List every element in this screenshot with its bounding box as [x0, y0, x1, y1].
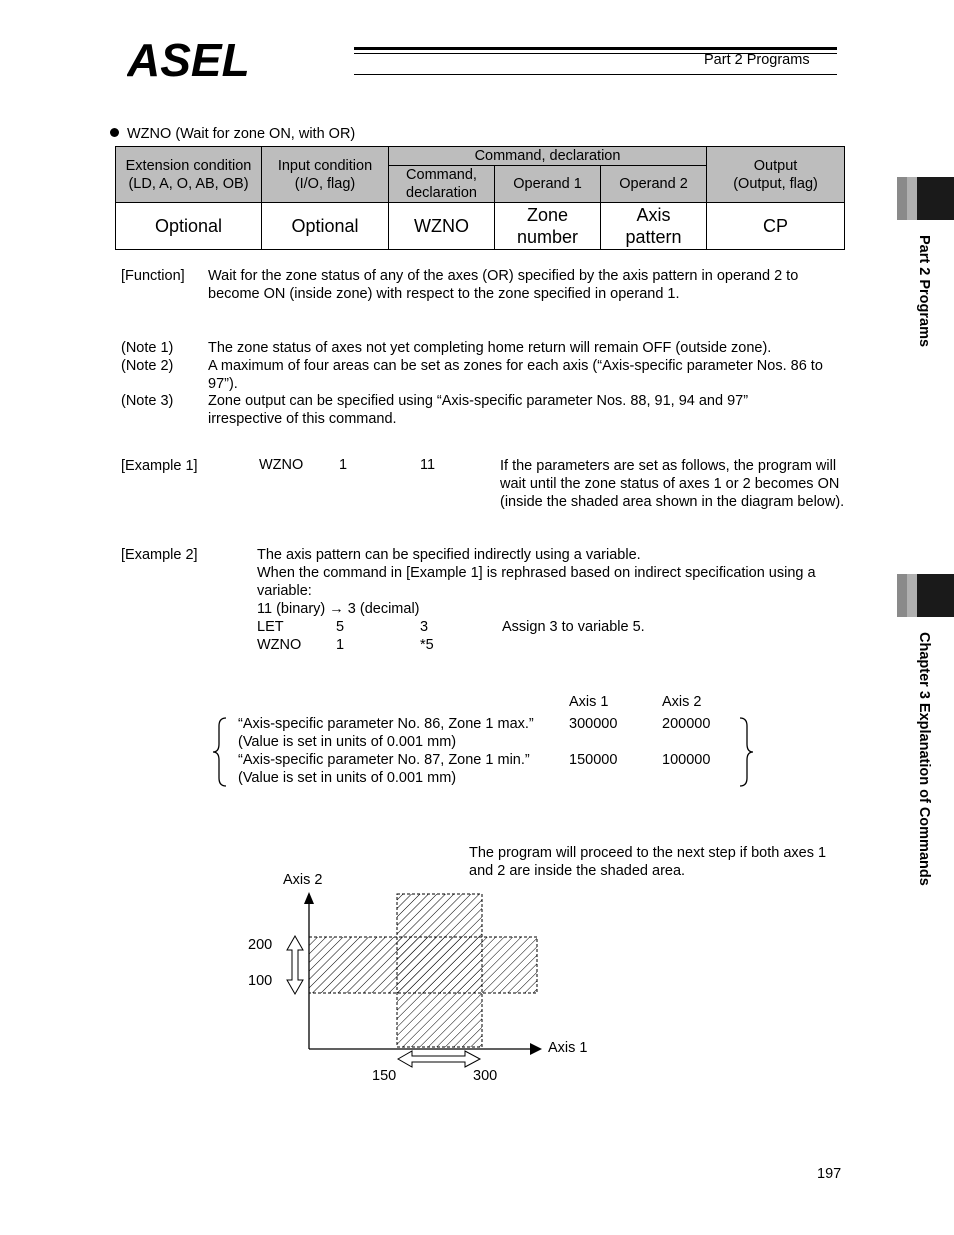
right-brace-icon: [736, 716, 756, 788]
example1-command: WZNO: [259, 457, 304, 473]
axis2-zone-band: [309, 937, 537, 993]
note3-text: Zone output can be specified using “Axis-specific parameter Nos. 88, 91, 94 and 97” irrespective of this command.: [208, 393, 749, 427]
param86-axis2: 200000: [662, 716, 711, 732]
value-operand2: Axis pattern: [601, 203, 707, 250]
diagram-caption: The program will proceed to the next step if both axes 1 and 2 are inside the shaded area.: [469, 845, 827, 879]
function-label: [Function]: [121, 268, 185, 284]
diagram-x-tick-300: 300: [473, 1068, 498, 1084]
svg-text:ASEL: ASEL: [127, 36, 250, 80]
side-tab-part2: [897, 177, 954, 220]
param-col-axis2: Axis 2: [662, 694, 702, 710]
param86-axis1: 300000: [569, 716, 618, 732]
header-command: Command, declaration: [389, 166, 495, 203]
header-rule-bottom: [354, 74, 837, 75]
command-title-text: WZNO (Wait for zone ON, with OR): [127, 126, 356, 142]
header-output: Output (Output, flag): [707, 147, 845, 203]
note3-label: (Note 3): [121, 393, 174, 409]
example2-wzno-command: WZNO: [257, 637, 302, 653]
example2-let-operand1: 5: [336, 619, 345, 635]
diagram-x-tick-150: 150: [372, 1068, 397, 1084]
note2-label: (Note 2): [121, 358, 174, 374]
side-tab-chapter3: [897, 574, 954, 617]
example2-line1: The axis pattern can be specified indirectly using a variable.: [257, 547, 641, 563]
value-extension-condition: Optional: [116, 203, 262, 250]
example1-operand2: 11: [420, 457, 436, 473]
value-operand1: Zone number: [495, 203, 601, 250]
x-axis-arrow-icon: [530, 1043, 542, 1055]
header-section: Part 2 Programs: [704, 52, 810, 68]
example1-label: [Example 1]: [121, 458, 198, 474]
command-title: [110, 126, 355, 142]
side-label-part2: Part 2 Programs: [916, 235, 932, 348]
param86-unit: (Value is set in units of 0.001 mm): [238, 734, 457, 750]
param87-axis2: 100000: [662, 752, 711, 768]
header-rule-thick: [354, 47, 837, 50]
param-col-axis1: Axis 1: [569, 694, 609, 710]
param86-name: “Axis-specific parameter No. 86, Zone 1 max.”: [238, 716, 534, 732]
header-command-group: Command, declaration: [389, 147, 707, 166]
side-label-chapter3: Chapter 3 Explanation of Commands: [916, 632, 932, 886]
asel-logo: [127, 36, 349, 84]
axis2-range-arrow-icon: [287, 936, 303, 994]
axis1-range-arrow-icon: [398, 1051, 480, 1067]
example2-wzno-operand1: 1: [336, 637, 345, 653]
function-text: Wait for the zone status of any of the axes (OR) specified by the axis pattern in operand 2 to become ON (inside zone) with respect to the zone specified in operand 1.: [208, 268, 799, 302]
page-number: 197: [817, 1166, 842, 1182]
header-input-condition: Input condition (I/O, flag): [262, 147, 389, 203]
bullet-icon: [110, 128, 119, 137]
diagram-y-axis-label: Axis 2: [283, 872, 323, 888]
example1-description: If the parameters are set as follows, the program will wait until the zone status of axes 1 or 2 becomes ON (inside the shaded area shown in the diagram below).: [500, 458, 845, 510]
note1-label: (Note 1): [121, 340, 174, 356]
param87-name: “Axis-specific parameter No. 87, Zone 1 min.”: [238, 752, 530, 768]
example2-line3: 11 (binary) → 3 (decimal): [257, 601, 420, 617]
example2-let-command: LET: [257, 619, 284, 635]
value-command: WZNO: [389, 203, 495, 250]
diagram-y-tick-100: 100: [248, 973, 273, 989]
example1-operand1: 1: [339, 457, 348, 473]
diagram-x-axis-label: Axis 1: [548, 1040, 588, 1056]
value-input-condition: Optional: [262, 203, 389, 250]
example2-wzno-operand2: *5: [420, 637, 434, 653]
param87-unit: (Value is set in units of 0.001 mm): [238, 770, 457, 786]
header-operand2: Operand 2: [601, 166, 707, 203]
value-output: CP: [707, 203, 845, 250]
diagram-y-tick-200: 200: [248, 937, 273, 953]
param87-axis1: 150000: [569, 752, 618, 768]
example2-let-description: Assign 3 to variable 5.: [502, 619, 645, 635]
note2-text: A maximum of four areas can be set as zones for each axis (“Axis-specific parameter Nos. 86 to 97”).: [208, 358, 823, 392]
example2-line2: When the command in [Example 1] is rephrased based on indirect specification using a variable:: [257, 565, 816, 599]
y-axis-arrow-icon: [304, 892, 314, 904]
example2-label: [Example 2]: [121, 547, 198, 563]
left-brace-icon: [210, 716, 230, 788]
header-extension-condition: Extension condition (LD, A, O, AB, OB): [116, 147, 262, 203]
zone-diagram: [240, 870, 620, 1090]
header-operand1: Operand 1: [495, 166, 601, 203]
note1-text: The zone status of axes not yet completing home return will remain OFF (outside zone).: [208, 340, 772, 356]
command-table: [115, 146, 845, 250]
example2-let-operand2: 3: [420, 619, 429, 635]
